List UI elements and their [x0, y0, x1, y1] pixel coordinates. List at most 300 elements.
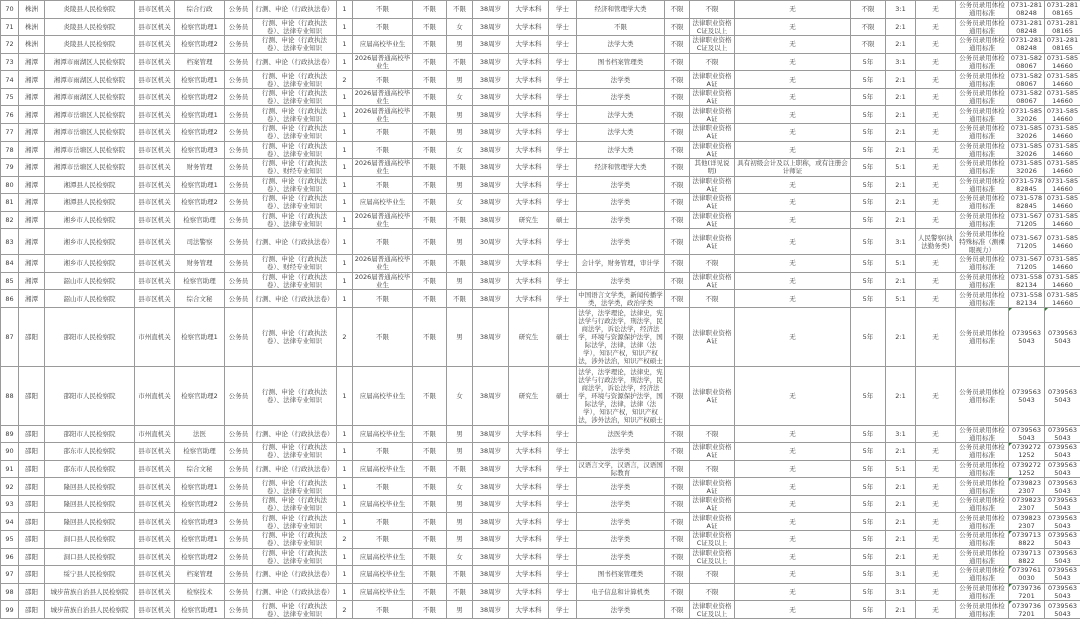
col-org-level-cell: 县市区机关: [135, 194, 175, 212]
col-target-cell: 2026届普通高校毕业生: [353, 106, 413, 124]
col-exam-subjects-cell: 行测、申论（行政执法卷）、法律专业知识: [253, 366, 337, 425]
col-contact-phone-cell: 07397610030: [1009, 566, 1045, 584]
col-job-type-cell: 公务员: [225, 53, 253, 71]
col-headcount-cell: 1: [337, 495, 353, 513]
table-row: [1, 566, 1080, 584]
col-org-level-cell: 县市区机关: [135, 583, 175, 601]
col-position-cell: 法医: [175, 425, 225, 443]
col-unit-cell: 洞口县人民检察院: [45, 531, 135, 549]
col-index-cell: 81: [1, 194, 19, 212]
col-qualification-cell: 不限: [690, 460, 735, 478]
col-degree-cell: 学士: [549, 531, 577, 549]
col-exam-ratio-cell: 5:1: [886, 290, 916, 308]
col-degree-cell: 学士: [549, 106, 577, 124]
col-experience-cell: 不限: [665, 211, 690, 229]
col-degree-cell: 学士: [549, 141, 577, 159]
col-major-cell: 法学类: [577, 513, 665, 531]
col-service-years-cell: 5年: [851, 495, 886, 513]
col-unit-cell: 城步苗族自治县人民检察院: [45, 601, 135, 619]
col-contact-phone-cell: 07398232307: [1009, 495, 1045, 513]
col-major-cell: 法学，法学理论，法律史，宪法学与行政法学，刑法学，民商法学，诉讼法学，经济法学，环境与资源保护法学，国际法学，法律，法律（法学），知识产权，知识产权法，涉外法治，知识产权硕士: [578, 308, 663, 365]
col-fitness-test-cell: 无: [916, 601, 956, 619]
col-headcount-cell: 1: [337, 36, 353, 54]
col-headcount-cell: 1: [337, 548, 353, 566]
col-gender-cell: 不限: [447, 460, 473, 478]
col-job-type-cell: 公务员: [225, 548, 253, 566]
col-index-cell: 78: [1, 141, 19, 159]
col-headcount-cell: 2: [337, 307, 353, 366]
col-physical-standard-cell: 公务员录用体检通用标准: [956, 601, 1009, 619]
col-age-limit-cell: 38周岁: [473, 513, 509, 531]
col-service-years-cell: 5年: [851, 460, 886, 478]
col-city-cell: 湘潭: [19, 194, 45, 212]
col-contact-phone-cell: 0731-28108248: [1009, 18, 1045, 36]
col-index-cell: 73: [1, 53, 19, 71]
col-remark-cell: 无: [735, 366, 851, 425]
col-major-cell: 法学大类: [577, 141, 665, 159]
col-education-cell: 研究生: [509, 211, 549, 229]
col-qualification-cell: 法律职业资格A证: [690, 123, 735, 141]
col-unit-cell: 韶山市人民检察院: [45, 290, 135, 308]
col-physical-standard-cell: 公务员录用体检通用标准: [956, 71, 1009, 89]
col-target-cell: 应届高校毕业生: [353, 36, 413, 54]
col-age-limit-cell: 38周岁: [473, 88, 509, 106]
col-experience-cell: 不限: [665, 583, 690, 601]
col-gender-cell: 男: [447, 272, 473, 290]
table-row: [1, 141, 1080, 159]
col-degree-cell: 学士: [549, 176, 577, 194]
col-education-cell: 大学本科: [509, 583, 549, 601]
col-exam-ratio-cell: 2:1: [886, 194, 916, 212]
col-city-cell: 湘潭: [19, 123, 45, 141]
col-job-type-cell: 公务员: [225, 1, 253, 19]
col-index-cell: 92: [1, 478, 19, 496]
col-qualification-cell: 法律职业资格C证及以上: [690, 548, 735, 566]
col-city-cell: 湘潭: [19, 88, 45, 106]
col-degree-cell: 学士: [549, 1, 577, 19]
col-education-cell: 大学本科: [509, 548, 549, 566]
col-hukou-cell: 不限: [413, 71, 447, 89]
col-index-cell: 88: [1, 366, 19, 425]
col-education-cell: 大学本科: [509, 123, 549, 141]
col-qualification-cell: 法律职业资格A证: [690, 194, 735, 212]
col-education-cell: 大学本科: [509, 531, 549, 549]
col-remark-cell: 无: [735, 460, 851, 478]
col-exam-subjects-cell: 行测、申论（行政执法卷）: [253, 425, 337, 443]
col-target-cell: 不限: [353, 176, 413, 194]
col-gender-cell: 男: [447, 443, 473, 461]
col-gender-cell: 不限: [447, 566, 473, 584]
col-org-level-cell: 县市区机关: [135, 443, 175, 461]
col-exam-ratio-cell: 3:1: [886, 583, 916, 601]
col-headcount-cell: 1: [337, 229, 353, 255]
col-exam-subjects-cell: 行测、申论（行政执法卷）、法律专业知识: [253, 71, 337, 89]
col-job-type-cell: 公务员: [225, 255, 253, 273]
col-remark-cell: 无: [735, 513, 851, 531]
col-job-type-cell: 公务员: [225, 531, 253, 549]
col-experience-cell: 不限: [665, 307, 690, 366]
col-index-cell: 76: [1, 106, 19, 124]
col-education-cell: 大学本科: [509, 229, 549, 255]
col-education-cell: 大学本科: [509, 159, 549, 177]
col-hukou-cell: 不限: [413, 36, 447, 54]
col-physical-standard-cell: 公务员录用体检通用标准: [956, 88, 1009, 106]
col-major-cell: 电子信息和计算机类: [577, 583, 665, 601]
col-job-type-cell: 公务员: [225, 443, 253, 461]
col-experience-cell: 不限: [665, 194, 690, 212]
col-age-limit-cell: 38周岁: [473, 548, 509, 566]
col-target-cell: 应届高校毕业生: [353, 194, 413, 212]
col-org-level-cell: 县市区机关: [135, 601, 175, 619]
col-contact-phone-cell: 0731-55882134: [1009, 272, 1045, 290]
col-index-cell: 79: [1, 159, 19, 177]
col-physical-standard-cell: 公务员录用体检通用标准: [956, 478, 1009, 496]
col-physical-standard-cell: 公务员录用体检通用标准: [956, 566, 1009, 584]
col-supervise-phone-cell: 07395635043: [1045, 583, 1080, 601]
col-unit-cell: 绥宁县人民检察院: [45, 566, 135, 584]
col-experience-cell: 不限: [665, 460, 690, 478]
col-target-cell: 应届高校毕业生: [353, 495, 413, 513]
col-headcount-cell: 1: [337, 18, 353, 36]
col-gender-cell: 男: [447, 531, 473, 549]
col-job-type-cell: 公务员: [225, 272, 253, 290]
col-physical-standard-cell: 公务员录用体检通用标准: [956, 495, 1009, 513]
col-age-limit-cell: 38周岁: [473, 71, 509, 89]
col-gender-cell: 男: [447, 36, 473, 54]
col-position-cell: 检察官助理: [175, 211, 225, 229]
col-contact-phone-cell: 0731-56771205: [1009, 229, 1045, 255]
col-headcount-cell: 2: [337, 601, 353, 619]
col-degree-cell: 学士: [549, 478, 577, 496]
col-hukou-cell: 不限: [413, 194, 447, 212]
table-row: [1, 513, 1080, 531]
col-remark-cell: 无: [735, 176, 851, 194]
table-row: [1, 460, 1080, 478]
col-contact-phone-cell: 07397367201: [1009, 601, 1045, 619]
col-service-years-cell: 5年: [851, 601, 886, 619]
col-fitness-test-cell: 无: [916, 290, 956, 308]
col-org-level-cell: 市州直机关: [135, 425, 175, 443]
col-target-cell: 不限: [353, 601, 413, 619]
col-degree-cell: 学士: [549, 53, 577, 71]
col-org-level-cell: 市州直机关: [135, 307, 175, 366]
col-age-limit-cell: 38周岁: [473, 106, 509, 124]
col-age-limit-cell: 38周岁: [473, 141, 509, 159]
col-unit-cell: 邵阳市人民检察院: [45, 425, 135, 443]
col-age-limit-cell: 38周岁: [473, 566, 509, 584]
col-remark-cell: 无: [735, 255, 851, 273]
col-contact-phone-cell: 0731-58532026: [1009, 123, 1045, 141]
col-contact-phone-cell: 07397138822: [1009, 548, 1045, 566]
col-service-years-cell: 5年: [851, 255, 886, 273]
col-physical-standard-cell: 公务员录用体检通用标准: [956, 583, 1009, 601]
col-major-cell: 汉语言文学，汉语言，汉语国际教育: [578, 461, 663, 478]
col-education-cell: 大学本科: [509, 71, 549, 89]
col-exam-subjects-cell: 行测、申论（行政执法卷）: [253, 53, 337, 71]
col-city-cell: 湘潭: [19, 71, 45, 89]
col-city-cell: 邵阳: [19, 531, 45, 549]
col-exam-ratio-cell: 3:1: [886, 229, 916, 255]
col-degree-cell: 学士: [549, 255, 577, 273]
col-major-cell: 法学类: [577, 71, 665, 89]
col-unit-cell: 湘潭市岳塘区人民检察院: [45, 123, 135, 141]
col-fitness-test-cell: 无: [916, 583, 956, 601]
col-org-level-cell: 县市区机关: [135, 36, 175, 54]
col-qualification-cell: 不限: [690, 255, 735, 273]
col-unit-cell: 城步苗族自治县人民检察院: [45, 583, 135, 601]
col-service-years-cell: 不限: [851, 1, 886, 19]
col-supervise-phone-cell: 07395635043: [1045, 495, 1080, 513]
table-row: [1, 211, 1080, 229]
col-remark-cell: 无: [735, 1, 851, 19]
col-index-cell: 89: [1, 425, 19, 443]
col-remark-cell: 无: [735, 548, 851, 566]
col-unit-cell: 炎陵县人民检察院: [45, 1, 135, 19]
col-degree-cell: 硕士: [549, 366, 577, 425]
col-qualification-cell: 法律职业资格A证: [690, 106, 735, 124]
col-contact-phone-cell: 0731-58208067: [1009, 71, 1045, 89]
col-qualification-cell: 法律职业资格A证: [690, 478, 735, 496]
col-experience-cell: 不限: [665, 290, 690, 308]
col-target-cell: 不限: [353, 443, 413, 461]
col-org-level-cell: 县市区机关: [135, 141, 175, 159]
col-contact-phone-cell: 0731-58532026: [1009, 106, 1045, 124]
col-city-cell: 邵阳: [19, 460, 45, 478]
col-gender-cell: 男: [447, 123, 473, 141]
col-target-cell: 不限: [353, 18, 413, 36]
col-contact-phone-cell: 0731-58208067: [1009, 53, 1045, 71]
col-physical-standard-cell: 公务员录用体检通用标准: [956, 53, 1009, 71]
col-major-cell: 法学类: [577, 211, 665, 229]
col-contact-phone-cell: 0731-58208067: [1009, 88, 1045, 106]
col-city-cell: 湘潭: [19, 290, 45, 308]
col-position-cell: 检察官助理2: [175, 495, 225, 513]
col-exam-subjects-cell: 行测、申论（行政执法卷）: [253, 460, 337, 478]
col-physical-standard-cell: 公务员录用体检通用标准: [956, 290, 1009, 308]
col-fitness-test-cell: 无: [916, 36, 956, 54]
col-degree-cell: 学士: [549, 495, 577, 513]
col-fitness-test-cell: 无: [916, 443, 956, 461]
col-contact-phone-cell: 0731-58532026: [1009, 159, 1045, 177]
col-age-limit-cell: 38周岁: [473, 194, 509, 212]
col-headcount-cell: 1: [337, 53, 353, 71]
col-qualification-cell: 法律职业资格A证: [690, 229, 735, 255]
col-target-cell: 不限: [353, 71, 413, 89]
col-exam-subjects-cell: 行测、申论（行政执法卷）、法律专业知识: [253, 495, 337, 513]
table-row: [1, 425, 1080, 443]
table-row: [1, 88, 1080, 106]
col-degree-cell: 学士: [549, 583, 577, 601]
col-target-cell: 2026届普通高校毕业生: [353, 53, 413, 71]
col-unit-cell: 湘潭市雨湖区人民检察院: [45, 71, 135, 89]
col-remark-cell: 无: [735, 307, 851, 366]
col-target-cell: 2026届普通高校毕业生: [353, 88, 413, 106]
col-fitness-test-cell: 无: [916, 71, 956, 89]
col-org-level-cell: 县市区机关: [135, 548, 175, 566]
col-age-limit-cell: 38周岁: [473, 601, 509, 619]
col-job-type-cell: 公务员: [225, 159, 253, 177]
col-exam-ratio-cell: 5:1: [886, 255, 916, 273]
col-exam-ratio-cell: 3:1: [886, 566, 916, 584]
col-age-limit-cell: 38周岁: [473, 123, 509, 141]
col-major-cell: 法学类: [577, 88, 665, 106]
col-fitness-test-cell: 无: [916, 255, 956, 273]
col-hukou-cell: 不限: [413, 123, 447, 141]
col-city-cell: 邵阳: [19, 548, 45, 566]
col-exam-subjects-cell: 行测、申论（行政执法卷）: [253, 290, 337, 308]
col-index-cell: 80: [1, 176, 19, 194]
col-major-cell: 法学大类: [577, 36, 665, 54]
col-position-cell: 司法警察: [175, 229, 225, 255]
col-education-cell: 大学本科: [509, 176, 549, 194]
col-exam-subjects-cell: 行测、申论（行政执法卷）: [253, 583, 337, 601]
col-supervise-phone-cell: 07395635043: [1045, 601, 1080, 619]
col-gender-cell: 不限: [447, 255, 473, 273]
col-contact-phone-cell: 0731-28108248: [1009, 36, 1045, 54]
col-exam-ratio-cell: 2:1: [886, 531, 916, 549]
col-gender-cell: 男: [447, 176, 473, 194]
col-unit-cell: 邵东市人民检察院: [45, 443, 135, 461]
col-job-type-cell: 公务员: [225, 36, 253, 54]
col-education-cell: 大学本科: [509, 290, 549, 308]
col-position-cell: 档案管理: [175, 566, 225, 584]
col-major-cell: 法学类: [577, 601, 665, 619]
col-index-cell: 86: [1, 290, 19, 308]
col-experience-cell: 不限: [665, 255, 690, 273]
col-headcount-cell: 1: [337, 1, 353, 19]
col-age-limit-cell: 38周岁: [473, 366, 509, 425]
col-service-years-cell: 5年: [851, 141, 886, 159]
col-major-cell: 法学类: [577, 229, 665, 255]
col-unit-cell: 湘乡市人民检察院: [45, 255, 135, 273]
col-education-cell: 大学本科: [509, 478, 549, 496]
table-row: [1, 123, 1080, 141]
col-experience-cell: 不限: [665, 106, 690, 124]
col-hukou-cell: 不限: [413, 53, 447, 71]
col-headcount-cell: 1: [337, 176, 353, 194]
col-major-cell: 法学类: [577, 272, 665, 290]
col-age-limit-cell: 38周岁: [473, 53, 509, 71]
col-experience-cell: 不限: [665, 36, 690, 54]
col-unit-cell: 隆回县人民检察院: [45, 495, 135, 513]
col-position-cell: 检察官助理1: [175, 71, 225, 89]
col-target-cell: 应届高校毕业生: [353, 583, 413, 601]
col-physical-standard-cell: 公务员录用体检通用标准: [956, 194, 1009, 212]
col-contact-phone-cell: 07395635043: [1009, 307, 1045, 366]
col-major-cell: 法学类: [577, 478, 665, 496]
col-headcount-cell: 1: [337, 443, 353, 461]
col-target-cell: 不限: [353, 123, 413, 141]
col-exam-ratio-cell: 2:1: [886, 443, 916, 461]
col-qualification-cell: 法律职业资格C证及以上: [690, 601, 735, 619]
col-job-type-cell: 公务员: [225, 460, 253, 478]
col-experience-cell: 不限: [665, 566, 690, 584]
col-remark-cell: 无: [735, 290, 851, 308]
table-row: [1, 255, 1080, 273]
col-exam-ratio-cell: 2:1: [886, 176, 916, 194]
col-qualification-cell: 法律职业资格A证: [690, 495, 735, 513]
col-job-type-cell: 公务员: [225, 601, 253, 619]
col-contact-phone-cell: 0731-57882845: [1009, 194, 1045, 212]
col-degree-cell: 学士: [549, 194, 577, 212]
col-headcount-cell: 1: [337, 106, 353, 124]
col-remark-cell: 无: [735, 443, 851, 461]
col-experience-cell: 不限: [665, 548, 690, 566]
col-org-level-cell: 县市区机关: [135, 229, 175, 255]
table-row: [1, 159, 1080, 177]
col-index-cell: 94: [1, 513, 19, 531]
col-qualification-cell: 法律职业资格A证: [690, 366, 735, 425]
col-org-level-cell: 市州直机关: [135, 366, 175, 425]
col-age-limit-cell: 38周岁: [473, 159, 509, 177]
col-org-level-cell: 县市区机关: [135, 71, 175, 89]
col-job-type-cell: 公务员: [225, 478, 253, 496]
col-contact-phone-cell: 0731-56771205: [1009, 211, 1045, 229]
col-qualification-cell: 法律职业资格A证: [690, 272, 735, 290]
col-city-cell: 湘潭: [19, 106, 45, 124]
col-supervise-phone-cell: 0731-58514660: [1045, 290, 1080, 308]
col-gender-cell: 不限: [447, 290, 473, 308]
col-age-limit-cell: 38周岁: [473, 478, 509, 496]
col-org-level-cell: 县市区机关: [135, 531, 175, 549]
col-supervise-phone-cell: 0731-28108165: [1045, 36, 1080, 54]
col-gender-cell: 女: [447, 141, 473, 159]
col-education-cell: 大学本科: [509, 18, 549, 36]
col-exam-subjects-cell: 行测、申论（行政执法卷）、法律专业知识: [253, 478, 337, 496]
col-physical-standard-cell: 公务员录用体检通用标准: [956, 460, 1009, 478]
col-major-cell: 经济和管理学大类: [577, 1, 665, 19]
col-city-cell: 邵阳: [19, 583, 45, 601]
col-org-level-cell: 县市区机关: [135, 159, 175, 177]
col-position-cell: 检察官助理2: [175, 548, 225, 566]
col-qualification-cell: 不限: [690, 566, 735, 584]
col-exam-ratio-cell: 2:1: [886, 36, 916, 54]
col-position-cell: 检察官助理2: [175, 366, 225, 425]
col-remark-cell: 无: [735, 211, 851, 229]
col-gender-cell: 男: [447, 229, 473, 255]
col-qualification-cell: 不限: [690, 53, 735, 71]
col-physical-standard-cell: 公务员录用体检通用标准: [956, 176, 1009, 194]
col-gender-cell: 男: [447, 601, 473, 619]
col-position-cell: 检察官助理2: [175, 88, 225, 106]
col-degree-cell: 硕士: [549, 211, 577, 229]
col-supervise-phone-cell: 07395635043: [1045, 366, 1080, 425]
col-supervise-phone-cell: 0731-58514660: [1045, 255, 1080, 273]
col-headcount-cell: 2: [337, 531, 353, 549]
col-qualification-cell: 法律职业资格A证: [690, 88, 735, 106]
col-target-cell: 不限: [353, 513, 413, 531]
col-target-cell: 应届高校毕业生: [353, 460, 413, 478]
col-remark-cell: 无: [735, 531, 851, 549]
col-major-cell: 法医学类: [577, 425, 665, 443]
table-row: [1, 290, 1080, 308]
col-index-cell: 99: [1, 601, 19, 619]
col-physical-standard-cell: 公务员录用体检通用标准: [956, 272, 1009, 290]
col-qualification-cell: 不限: [690, 290, 735, 308]
col-supervise-phone-cell: 07395635043: [1045, 443, 1080, 461]
col-remark-cell: 具有初级会计及以上职称，或有注册会计师证: [735, 159, 851, 177]
col-physical-standard-cell: 公务员录用体检特殊标准（测裸眼视力）: [956, 229, 1009, 255]
col-remark-cell: 无: [735, 53, 851, 71]
col-major-cell: 法学类: [577, 495, 665, 513]
col-education-cell: 大学本科: [509, 36, 549, 54]
col-experience-cell: 不限: [665, 159, 690, 177]
col-service-years-cell: 5年: [851, 366, 886, 425]
col-exam-subjects-cell: 行测、申论（行政执法卷）、法律专业知识: [253, 123, 337, 141]
col-unit-cell: 湘乡市人民检察院: [45, 211, 135, 229]
col-supervise-phone-cell: 07395635043: [1045, 307, 1080, 366]
col-service-years-cell: 5年: [851, 106, 886, 124]
